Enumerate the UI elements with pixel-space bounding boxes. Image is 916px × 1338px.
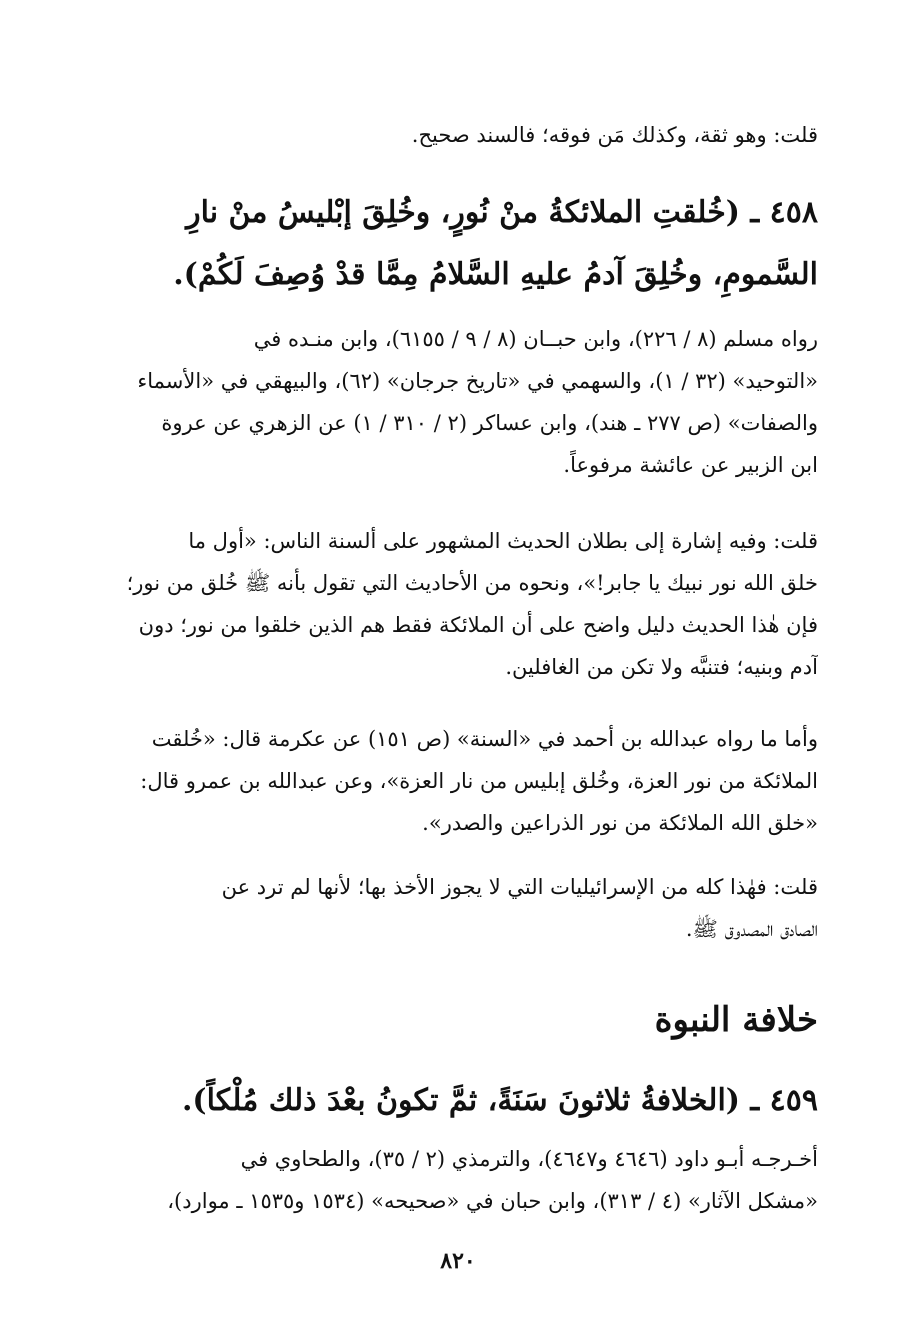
note-3 <box>96 866 818 950</box>
takhrij-458-line: «التوحيد» (٣٢ / ١)، والسهمي في «تاريخ جرجان» (٦٢)، والبيهقي في «الأسماء <box>137 369 818 393</box>
hadith-459 <box>96 1070 818 1132</box>
note-3-line: قلت: فهٰذا كله من الإسرائيليات التي لا يجوز الأخذ بها؛ لأنها لم ترد عن <box>221 875 818 899</box>
takhrij-458-line: رواه مسلم (٨ / ٢٢٦)، وابن حبــان (٨ / ٩ / ٦١٥٥)، وابن منـده في <box>253 327 818 351</box>
note-1-line: آدم وبنيه؛ فتنبَّه ولا تكن من الغافلين. <box>505 655 818 679</box>
hadith-458-line-1: ٤٥٨ ـ (خُلقتِ الملائكةُ منْ نُورٍ، وخُلِقَ إبْليسُ منْ نارِ <box>186 195 818 230</box>
note-2 <box>96 718 818 844</box>
note-3-line: الصادق المصدوق ﷺ. <box>685 917 818 941</box>
takhrij-459-line: أخـرجـه أبـو داود (٤٦٤٦ و٤٦٤٧)، والترمذي (٢ / ٣٥)، والطحاوي في <box>240 1147 818 1171</box>
takhrij-459 <box>96 1138 818 1222</box>
note-1-line: خلق الله نور نبيك يا جابر!»، ونحوه من الأحاديث التي تقول بأنه ﷺ خُلق من نور؛ <box>126 571 818 595</box>
top-note-line: قلت: وهو ثقة، وكذلك مَن فوقه؛ فالسند صحيح. <box>411 123 818 147</box>
hadith-458-line-2: السَّمومِ، وخُلِقَ آدمُ عليهِ السَّلامُ مِمَّا قدْ وُصِفَ لَكُمْ). <box>173 257 818 292</box>
section-heading-text: خلافة النبوة <box>654 1000 818 1040</box>
hadith-459-line: ٤٥٩ ـ (الخلافةُ ثلاثونَ سَنَةً، ثمَّ تكونُ بعْدَ ذلك مُلْكاً). <box>181 1083 818 1118</box>
section-heading <box>96 990 818 1050</box>
note-1 <box>96 520 818 688</box>
note-2-line: وأما ما رواه عبدالله بن أحمد في «السنة» (ص ١٥١) عن عكرمة قال: «خُلقت <box>151 727 818 751</box>
takhrij-458-line: ابن الزبير عن عائشة مرفوعاً. <box>563 453 818 477</box>
note-1-line: فإن هٰذا الحديث دليل واضح على أن الملائكة فقط هم الذين خلقوا من نور؛ دون <box>138 613 818 637</box>
hadith-458 <box>96 182 818 306</box>
note-1-line: قلت: وفيه إشارة إلى بطلان الحديث المشهور على ألسنة الناس: «أول ما <box>188 529 818 553</box>
takhrij-459-line: «مشكل الآثار» (٤ / ٣١٣)، وابن حبان في «صحيحه» (١٥٣٤ و١٥٣٥ ـ موارد)، <box>167 1189 818 1213</box>
takhrij-458-line: والصفات» (ص ٢٧٧ ـ هند)، وابن عساكر (٢ / ٣١٠ / ١) عن الزهري عن عروة <box>161 411 818 435</box>
page-number: ٨٢٠ <box>440 1248 476 1274</box>
note-2-line: «خلق الله الملائكة من نور الذراعين والصدر». <box>422 811 818 835</box>
note-2-line: الملائكة من نور العزة، وخُلق إبليس من نار العزة»، وعن عبدالله بن عمرو قال: <box>140 769 818 793</box>
takhrij-458 <box>96 318 818 486</box>
top-note <box>96 114 818 156</box>
